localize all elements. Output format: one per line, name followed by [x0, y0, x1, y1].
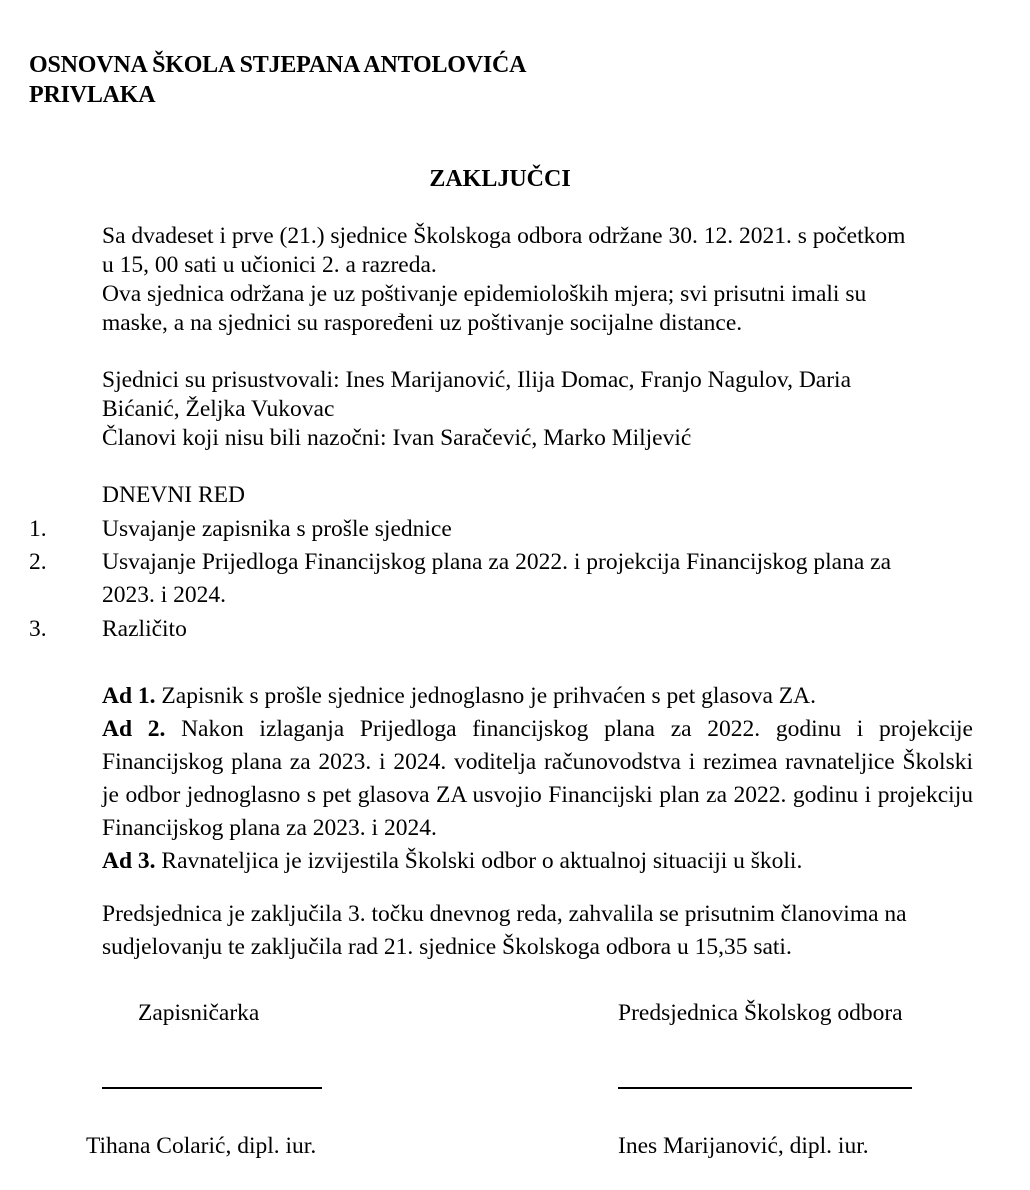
document-title: ZAKLJUČCI [429, 166, 571, 192]
attendance-line: Bićanić, Željka Vukovac [102, 396, 335, 422]
agenda-heading: DNEVNI RED [102, 482, 245, 508]
ad-text: Ravnateljica je izvijestila Školski odbor o aktualnoj situaciji u školi. [155, 848, 803, 874]
right-signature-line [618, 1087, 912, 1089]
intro-line: Sa dvadeset i prve (21.) sjednice Školskoga odbora održane 30. 12. 2021. s početkom [102, 223, 906, 249]
agenda-item-number: 2. [29, 549, 47, 575]
ad-label: Ad 3. [102, 848, 156, 874]
ad-label: Ad 1. [102, 683, 156, 709]
right-signature-role: Predsjednica Školskog odbora [618, 1000, 903, 1026]
intro-line: maske, a na sjednici su raspoređeni uz poštivanje socijalne distance. [102, 310, 743, 336]
agenda-item-number: 1. [29, 516, 47, 542]
left-signature-line [102, 1087, 322, 1089]
closing-line: sudjelovanju te zaključila rad 21. sjednice Školskoga odbora u 15,35 sati. [102, 934, 792, 960]
ad-paragraph [102, 680, 973, 713]
agenda-item-number: 3. [29, 616, 47, 642]
intro-paragraph [102, 222, 972, 338]
ad-label: Ad 2. [102, 716, 166, 742]
school-name: OSNOVNA ŠKOLA STJEPANA ANTOLOVIĆA [29, 52, 527, 78]
agenda-item: Usvajanje zapisnika s prošle sjednice [102, 516, 452, 542]
intro-line: Ova sjednica održana je uz poštivanje epidemioloških mjera; svi prisutni imali su [102, 281, 867, 307]
attendance-line: Sjednici su prisustvovali: Ines Marijanović, Ilija Domac, Franjo Nagulov, Daria [102, 367, 852, 393]
right-signature-name: Ines Marijanović, dipl. iur. [618, 1133, 869, 1159]
agenda-item-line: Usvajanje Prijedloga Financijskog plana za 2022. i projekcija Financijskog plana za [102, 549, 891, 575]
ad-text: Nakon izlaganja Prijedloga financijskog plana za 2022. godinu i projekcije Financijskog plana za 2023. i 2024. voditelja računovodstva i rezimea ravnateljice Školski je odbor jednoglasno s pet glasova ZA usvojio Financijski plan za 2022. godinu i projekciju Financijskog plana za 2023. i 2024. [102, 716, 973, 841]
ad-paragraph [102, 713, 973, 845]
left-signature-name: Tihana Colarić, dipl. iur. [86, 1133, 317, 1159]
ad-section [102, 680, 973, 878]
agenda-item [102, 546, 972, 612]
closing-paragraph [102, 898, 972, 964]
attendance-paragraph [102, 366, 972, 453]
closing-line: Predsjednica je zaključila 3. točku dnevnog reda, zahvalila se prisutnim članovima na [102, 901, 907, 927]
ad-text: Zapisnik s prošle sjednice jednoglasno je prihvaćen s pet glasova ZA. [155, 683, 816, 709]
ad-paragraph [102, 845, 973, 878]
intro-line: u 15, 00 sati u učionici 2. a razreda. [102, 252, 437, 278]
agenda-item-line: 2023. i 2024. [102, 582, 227, 608]
agenda-item: Različito [102, 616, 187, 642]
attendance-line: Članovi koji nisu bili nazočni: Ivan Saračević, Marko Miljević [102, 425, 692, 451]
school-place: PRIVLAKA [29, 82, 156, 108]
left-signature-role: Zapisničarka [138, 1000, 260, 1026]
